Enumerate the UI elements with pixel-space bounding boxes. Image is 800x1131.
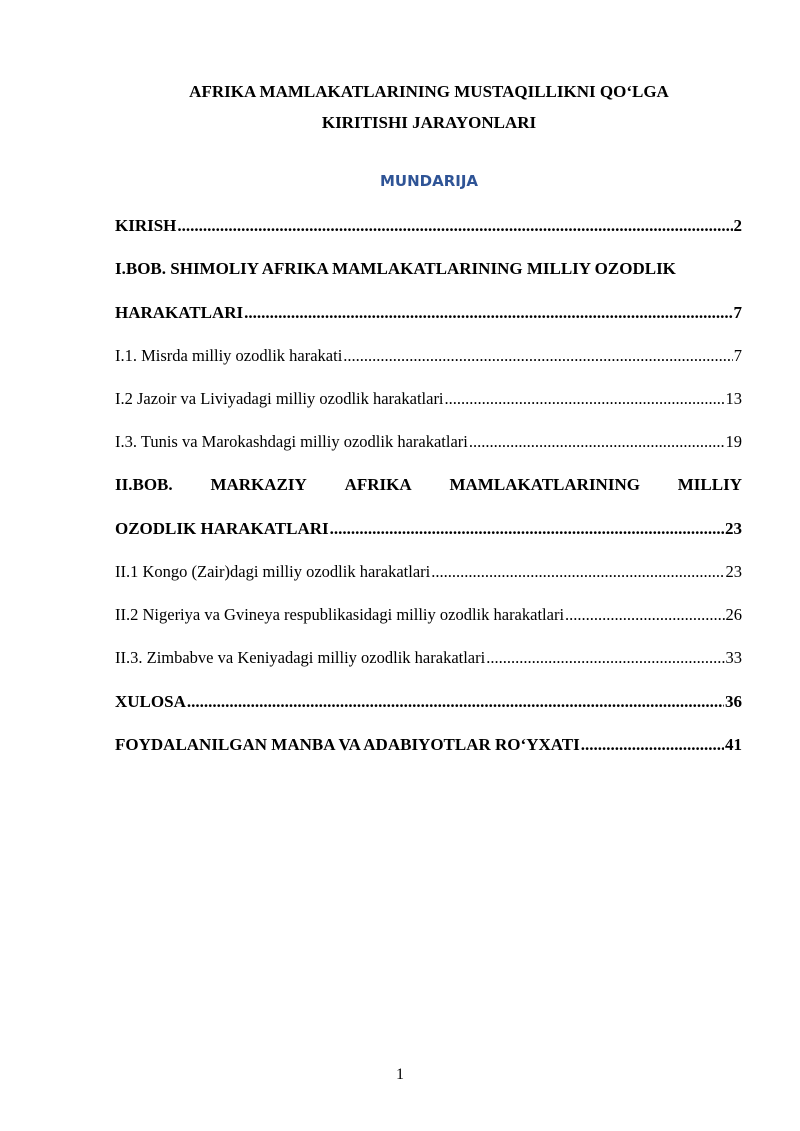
toc-entry-bob2-line1[interactable] — [115, 475, 742, 495]
toc-dot-leader — [469, 432, 725, 452]
toc-dot-leader — [187, 692, 724, 712]
toc-entry-page: 23 — [725, 519, 742, 538]
toc-entry-bob2[interactable] — [115, 519, 742, 539]
toc-dot-leader — [581, 735, 724, 755]
toc-entry-label: HARAKATLARI — [115, 303, 244, 322]
toc-dot-leader — [445, 389, 725, 409]
toc-entry-section-2-1[interactable] — [115, 562, 742, 582]
toc-entry-label: I.BOB. SHIMOLIY AFRIKA MAMLAKATLARINING MILLIY OZODLIK — [115, 259, 676, 278]
toc-entry-label: II.3. Zimbabve va Keniyadagi milliy ozodlik harakatlari — [115, 648, 486, 667]
toc-entry-kirish[interactable] — [115, 216, 742, 236]
toc-entry-label: I.1. Misrda milliy ozodlik harakati — [115, 346, 343, 365]
toc-entry-xulosa[interactable] — [115, 692, 742, 712]
toc-entry-label: I.3. Tunis va Marokashdagi milliy ozodlik harakatlari — [115, 432, 468, 451]
toc-entry-section-2-2[interactable] — [115, 605, 742, 625]
toc-entry-page: 41 — [725, 735, 742, 754]
toc-entry-word: II.BOB. — [115, 475, 173, 494]
toc-entry-section-1-2[interactable] — [115, 389, 742, 409]
toc-entry-page: 7 — [733, 346, 742, 365]
toc-entry-label: XULOSA — [115, 692, 186, 711]
document-title-line-1: AFRIKA MAMLAKATLARINING MUSTAQILLIKNI QO‘LGA — [189, 82, 669, 101]
toc-entry-label: OZODLIK HARAKATLARI — [115, 519, 329, 538]
toc-entry-word: MARKAZIY — [210, 475, 307, 494]
toc-entry-page: 36 — [725, 692, 742, 711]
toc-entry-page: 19 — [725, 432, 742, 451]
toc-dot-leader — [177, 216, 732, 236]
toc-entry-bob1[interactable] — [115, 303, 742, 323]
toc-entry-page: 23 — [725, 562, 742, 581]
page-number: 1 — [396, 1066, 404, 1083]
toc-entry-section-1-1[interactable] — [115, 346, 742, 366]
toc-entry-page: 13 — [725, 389, 742, 408]
toc-entry-label: FOYDALANILGAN MANBA VA ADABIYOTLAR RO‘YXATI — [115, 735, 580, 754]
toc-entry-page: 33 — [725, 648, 742, 667]
toc-entry-page: 2 — [733, 216, 742, 235]
toc-dot-leader — [486, 648, 724, 668]
toc-entry-section-2-3[interactable] — [115, 648, 742, 668]
toc-dot-leader — [565, 605, 724, 625]
toc-entry-label: KIRISH — [115, 216, 177, 235]
document-title-line-2: KIRITISHI JARAYONLARI — [321, 113, 537, 132]
toc-entry-word: MILLIY — [677, 475, 742, 494]
toc-entry-page: 26 — [725, 605, 742, 624]
toc-entry-bob1-line1[interactable] — [115, 259, 742, 279]
toc-entry-word: MAMLAKATLARINING — [449, 475, 640, 494]
toc-entry-word: AFRIKA — [344, 475, 412, 494]
toc-dot-leader — [431, 562, 724, 582]
toc-entry-label: II.1 Kongo (Zair)dagi milliy ozodlik harakatlari — [115, 562, 431, 581]
toc-entry-label: I.2 Jazoir va Liviyadagi milliy ozodlik harakatlari — [115, 389, 444, 408]
toc-entry-label: II.2 Nigeriya va Gvineya respublikasidagi milliy ozodlik harakatlari — [115, 605, 565, 624]
document-title — [100, 76, 758, 138]
toc-heading: MUNDARIJA — [379, 172, 479, 190]
toc-entry-section-1-3[interactable] — [115, 432, 742, 452]
toc-dot-leader — [330, 519, 724, 539]
toc-dot-leader — [343, 346, 732, 366]
toc-dot-leader — [244, 303, 732, 323]
toc-entry-page: 7 — [733, 303, 742, 322]
toc-entry-manbalar[interactable] — [115, 735, 742, 755]
